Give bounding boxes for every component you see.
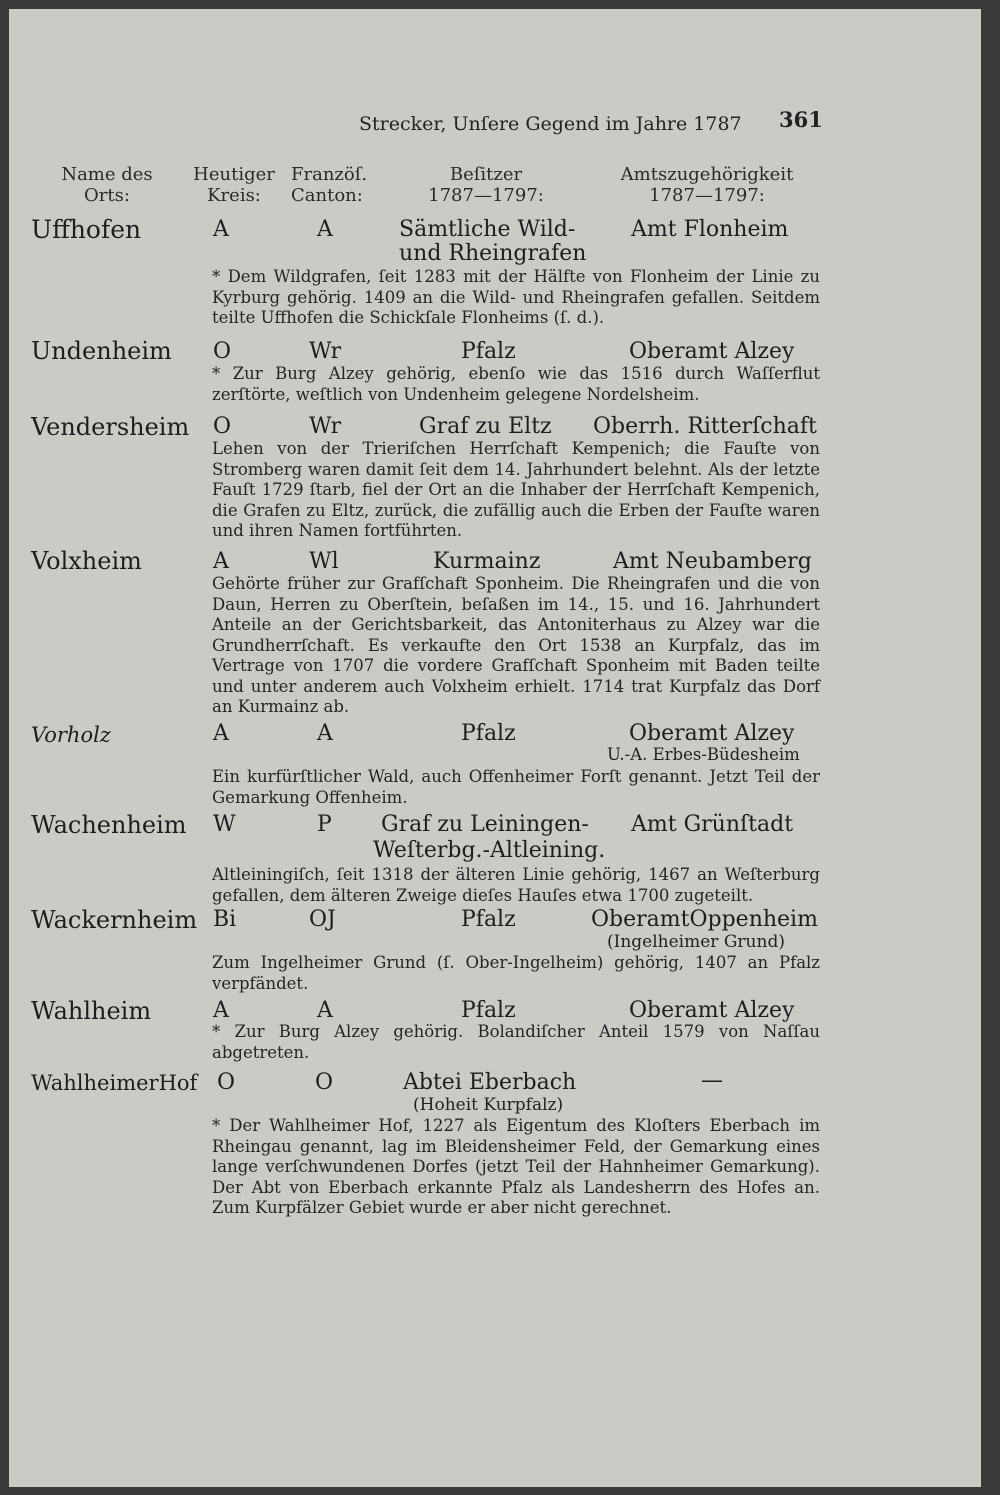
book-page [9, 9, 981, 1487]
amt-value: Oberamt Alzey [629, 721, 795, 746]
besitzer-value: Graf zu Leiningen- [381, 812, 589, 837]
besitzer-value: Pfalz [461, 721, 516, 746]
canton-value: Wr [309, 339, 342, 364]
canton-value: P [317, 812, 332, 837]
header-kreis-line2: Kreis: [207, 185, 261, 206]
entry-note: * Zur Burg Alzey gehörig. Bolandiſcher Anteil 1579 von Naſſau abgetreten. [212, 1022, 820, 1062]
besitzer-value: Sämtliche Wild- [399, 217, 576, 242]
amt-value: Oberrh. Ritterſchaft [593, 414, 817, 439]
amt-value: Amt Grünſtadt [631, 812, 794, 837]
header-canton-line2: Canton: [291, 185, 363, 206]
amt-value: Oberamt Alzey [629, 998, 795, 1023]
place-name: WahlheimerHof [31, 1071, 198, 1095]
header-besitzer-line2: 1787—1797: [428, 185, 544, 206]
header-name-line2: Orts: [84, 185, 130, 206]
besitzer-value-line2: (Hoheit Kurpfalz) [413, 1095, 564, 1115]
header-besitzer [421, 164, 551, 206]
entry-note: Altleiningiſch, ſeit 1318 der älteren Linie gehörig, 1467 an Weſterburg gefallen, dem älteren Zweige dieſes Hauſes etwa 1700 zugeteilt. [212, 865, 820, 905]
canton-value: Wr [309, 414, 342, 439]
kreis-value: O [213, 414, 232, 439]
entry-note: Ein kurfürſtlicher Wald, auch Offenheimer Forſt genannt. Jetzt Teil der Gemarkung Offenheim. [212, 767, 820, 807]
besitzer-value: Pfalz [461, 998, 516, 1023]
besitzer-value: Pfalz [461, 907, 516, 932]
besitzer-value: Graf zu Eltz [419, 414, 552, 439]
amt-value-line2: U.-A. Erbes-Büdesheim [607, 745, 800, 764]
kreis-value: A [213, 549, 229, 574]
entry-note: * Zur Burg Alzey gehörig, ebenſo wie das 1516 durch Waſſerflut zerſtörte, weſtlich von Undenheim gelegene Nordelsheim. [212, 364, 820, 404]
header-amt-line2: 1787—1797: [649, 185, 765, 206]
canton-value: A [317, 217, 333, 242]
kreis-value: W [213, 812, 236, 837]
entry-note: * Dem Wildgrafen, ſeit 1283 mit der Hälfte von Flonheim der Linie zu Kyrburg gehörig. 1409 an die Wild- und Rheingrafen gefallen. Seitdem teilte Uffhofen die Schickſale Flonheims (ſ. d.). [212, 267, 820, 327]
header-name-line1: Name des [61, 164, 153, 185]
entry-note: Lehen von der Trieriſchen Herrſchaft Kempenich; die Fauſte von Stromberg waren damit ſeit dem 14. Jahrhundert belehnt. Als der letzte Fauſt 1729 ſtarb, fiel der Ort an die Inhaber der Herrſchaft Kempenich, die Grafen zu Eltz, zurück, die zufällig auch die Erben der Fauſte waren und ihren Namen fortführten. [212, 439, 820, 540]
place-name: Undenheim [31, 337, 172, 365]
amt-value: Amt Flonheim [631, 217, 789, 242]
canton-value: A [317, 721, 333, 746]
header-canton-line1: Franzöſ. [291, 164, 368, 185]
kreis-value: O [217, 1070, 236, 1095]
besitzer-value: Abtei Eberbach [403, 1070, 577, 1095]
place-name: Wackernheim [31, 906, 198, 934]
amt-value-line2: (Ingelheimer Grund) [607, 932, 785, 952]
canton-value: O [315, 1070, 334, 1095]
header-kreis [189, 164, 279, 206]
header-amt-line1: Amtszugehörigkeit [620, 164, 794, 185]
header-name [47, 164, 167, 206]
kreis-value: A [213, 217, 229, 242]
kreis-value: Bi [213, 907, 237, 932]
header-kreis-line1: Heutiger [193, 164, 275, 185]
kreis-value: O [213, 339, 232, 364]
place-name: Uffhofen [31, 215, 142, 244]
entry-note: Gehörte früher zur Grafſchaft Sponheim. Die Rheingrafen und die von Daun, Herren zu Oberſtein, beſaßen im 14., 15. und 16. Jahrhundert Anteile an der Gerichtsbarkeit, das Antoniterhaus zu Alzey war die Grundherrſchaft. Es verkaufte den Ort 1538 an Kurpfalz, das im Vertrage von 1707 die vordere Grafſchaft Sponheim mit Baden teilte und unter anderem auch Volxheim erhielt. 1714 trat Kurpfalz das Dorf an Kurmainz ab. [212, 574, 820, 716]
amt-value: Amt Neubamberg [613, 549, 812, 574]
canton-value: Wl [309, 549, 339, 574]
kreis-value: A [213, 998, 229, 1023]
header-besitzer-line1: Beſitzer [449, 164, 523, 185]
page-number: 361 [779, 107, 823, 132]
place-name: Vendersheim [31, 413, 190, 441]
entry-note: * Der Wahlheimer Hof, 1227 als Eigentum des Kloſters Eberbach im Rheingau genannt, lag im Bleidensheimer Feld, der Gemarkung eines lange verſchwundenen Dorfes (jetzt Teil der Hahnheimer Gemarkung). Der Abt von Eberbach erkannte Pfalz als Landesherrn des Hofes an. Zum Kurpfälzer Gebiet wurde er aber nicht gerechnet. [212, 1116, 820, 1217]
besitzer-value-line2: Weſterbg.-Altleining. [373, 838, 606, 863]
header-amt [617, 164, 797, 206]
place-name: Wahlheim [31, 997, 152, 1025]
header-canton [291, 164, 367, 206]
besitzer-value: Pfalz [461, 339, 516, 364]
kreis-value: A [213, 721, 229, 746]
besitzer-value: Kurmainz [433, 549, 541, 574]
besitzer-value-line2: und Rheingrafen [399, 241, 587, 266]
canton-value: A [317, 998, 333, 1023]
place-name: Volxheim [31, 547, 142, 575]
running-title: Strecker, Unſere Gegend im Jahre 1787 [359, 113, 742, 135]
amt-value: Oberamt Alzey [629, 339, 795, 364]
place-name: Vorholz [31, 723, 111, 747]
canton-value: OJ [309, 907, 336, 932]
place-name: Wachenheim [31, 811, 187, 839]
amt-value: — [701, 1068, 723, 1093]
amt-value: OberamtOppenheim [591, 907, 818, 932]
entry-note: Zum Ingelheimer Grund (ſ. Ober-Ingelheim) gehörig, 1407 an Pfalz verpfändet. [212, 953, 820, 993]
